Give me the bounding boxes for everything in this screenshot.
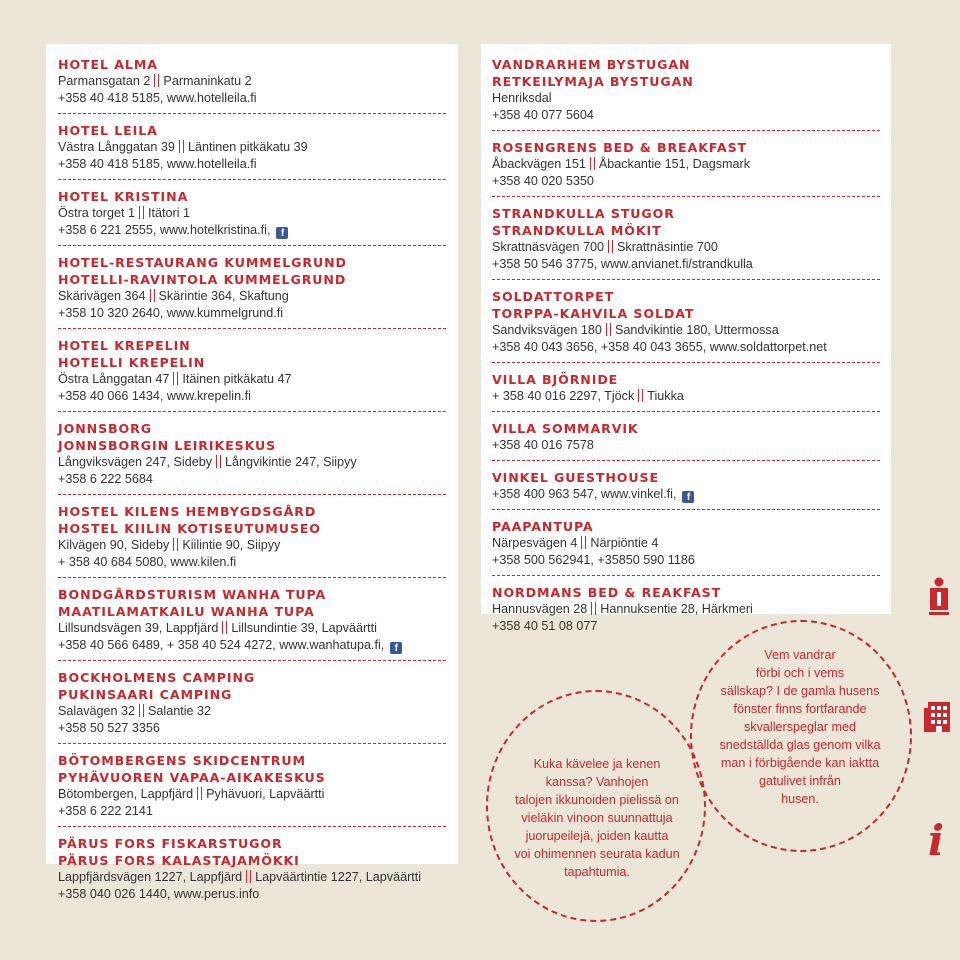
listing-entry [58, 254, 446, 329]
listing-detail [58, 537, 446, 554]
listing-detail [58, 886, 446, 903]
listing-name: HOTEL KRISTINA [58, 189, 189, 204]
separator-bar [222, 621, 227, 634]
listing-detail [58, 471, 446, 488]
listing-name: ROSENGRENS BED & BREAKFAST [492, 140, 748, 155]
facebook-icon: f [682, 491, 694, 503]
listing-text: +358 40 077 5604 [492, 108, 594, 122]
listing-entry [58, 586, 446, 661]
listing-name: PÄRUS FORS KALASTAJAMÖKKI [58, 853, 300, 868]
listing-name: HOTEL LEILA [58, 123, 158, 138]
listing-text: Sandviksvägen 180 [492, 323, 602, 337]
listing-detail [58, 703, 446, 720]
listing-text: Skärivägen 364 [58, 289, 146, 303]
listing-text: Sandvikintie 180, Uttermossa [614, 323, 779, 337]
listing-detail [492, 339, 880, 356]
bubble-line: Vem vandrar [764, 648, 836, 662]
listing-text: Hannusvägen 28 [492, 602, 588, 616]
listing-text: Närpiöntie 4 [590, 536, 659, 550]
listing-name: JONNSBORGIN LEIRIKESKUS [58, 438, 277, 453]
building-icon [924, 700, 952, 734]
separator-bar [591, 602, 596, 615]
listing-name: HOTEL ALMA [58, 57, 158, 72]
separator-bar [581, 536, 586, 549]
listing-detail [492, 256, 880, 273]
listing-text: +358 50 546 3775, www.anvianet.fi/strandkulla [492, 257, 753, 271]
listing-detail [492, 486, 880, 503]
listing-text: Kilvägen 90, Sideby [58, 538, 170, 552]
listing-name: VILLA SOMMARVIK [492, 421, 639, 436]
listing-text: Pyhävuori, Lapväärtti [206, 787, 325, 801]
listing-text: Västra Långgatan 39 [58, 140, 175, 154]
listing-text: Östra Långgatan 47 [58, 372, 170, 386]
listing-entry [492, 518, 880, 576]
listing-text: +358 40 566 6489, + 358 40 524 4272, www.wanhatupa.fi, [58, 638, 385, 652]
listing-text: Lillsundintie 39, Lapväärtti [231, 621, 377, 635]
listing-detail [492, 322, 880, 339]
listing-text: Närpesvägen 4 [492, 536, 578, 550]
listing-name: HOTELLI KREPELIN [58, 355, 206, 370]
listing-detail [492, 107, 880, 124]
listing-name: BONDGÅRDSTURISM WANHA TUPA [58, 587, 327, 602]
separator-bar [216, 455, 221, 468]
listing-entry [58, 188, 446, 246]
separator-bar [179, 140, 184, 153]
listing-name: PYHÄVUOREN VAPAA-AIKAKESKUS [58, 770, 326, 785]
listing-name: PÄRUS FORS FISKARSTUGOR [58, 836, 283, 851]
listing-detail [58, 620, 446, 637]
listing-detail [58, 454, 446, 471]
separator-bar [139, 704, 144, 717]
listing-name: VANDRARHEM BYSTUGAN [492, 57, 691, 72]
listing-detail [58, 90, 446, 107]
listing-text: +358 6 221 2555, www.hotelkristina.fi, [58, 223, 271, 237]
listing-text: +358 400 963 547, www.vinkel.fi, [492, 487, 677, 501]
listing-text: +358 40 016 7578 [492, 438, 594, 452]
listing-text: +358 40 043 3656, +358 40 043 3655, www.soldattorpet.net [492, 340, 827, 354]
listing-detail [58, 288, 446, 305]
listing-name: PAAPANTUPA [492, 519, 594, 534]
separator-bar [139, 206, 144, 219]
listing-text: +358 40 418 5185, www.hotelleila.fi [58, 157, 257, 171]
listing-text: Tiukka [647, 389, 684, 403]
listing-name: VILLA BJÖRNIDE [492, 372, 619, 387]
listing-entry [492, 469, 880, 510]
separator-bar [154, 74, 159, 87]
listing-text: +358 040 026 1440, www.perus.info [58, 887, 260, 901]
listing-detail [492, 388, 880, 405]
listing-entry [58, 56, 446, 114]
bubble-line: sällskap? I de gamla husens [720, 684, 880, 698]
listing-name: BOCKHOLMENS CAMPING [58, 670, 256, 685]
listing-text: Itätori 1 [148, 206, 190, 220]
listing-detail [58, 305, 446, 322]
bubble-line: förbi och i vems [755, 666, 845, 680]
bubble-line: voi ohimennen seurata kadun [514, 847, 680, 861]
listing-entry [492, 56, 880, 131]
listing-detail [58, 156, 446, 173]
listing-text: + 358 40 684 5080, www.kilen.fi [58, 555, 237, 569]
listing-entry [58, 337, 446, 412]
listing-text: Långviksvägen 247, Sideby [58, 455, 213, 469]
listing-name: BÖTOMBERGENS SKIDCENTRUM [58, 753, 306, 768]
listing-text: Hannuksentie 28, Härkmeri [600, 602, 753, 616]
bubble-line: Kuka kävelee ja kenen [533, 757, 661, 771]
listing-text: Lillsundsvägen 39, Lappfjärd [58, 621, 219, 635]
listing-text: Kiilintie 90, Siipyy [182, 538, 281, 552]
listing-detail [58, 222, 446, 239]
listing-entry [492, 420, 880, 461]
separator-bar [590, 157, 595, 170]
separator-bar [150, 289, 155, 302]
listing-text: + 358 40 016 2297, Tjöck [492, 389, 635, 403]
listing-name: HOSTEL KIILIN KOTISEUTUMUSEO [58, 521, 321, 536]
listing-name: MAATILAMATKAILU WANHA TUPA [58, 604, 315, 619]
separator-bar [173, 538, 178, 551]
listing-text: Åbackvägen 151 [492, 157, 586, 171]
separator-bar [246, 870, 251, 883]
listing-text: Bötombergen, Lappfjärd [58, 787, 194, 801]
bubble-line: kanssa? Vanhojen [545, 775, 649, 789]
listing-text: Östra torget 1 [58, 206, 135, 220]
listing-text: +358 40 020 5350 [492, 174, 594, 188]
listing-text: Salavägen 32 [58, 704, 136, 718]
listing-text: Läntinen pitkäkatu 39 [187, 140, 308, 154]
listing-name: JONNSBORG [58, 421, 152, 436]
listing-name: PUKINSAARI CAMPING [58, 687, 233, 702]
listing-text: Lappfjärdsvägen 1227, Lappfjärd [58, 870, 243, 884]
listing-entry [492, 371, 880, 412]
listing-detail [492, 601, 880, 618]
listing-text: +358 40 51 08 077 [492, 619, 598, 633]
listing-text: Parmaninkatu 2 [163, 74, 252, 88]
listing-entry [58, 122, 446, 180]
accommodation-list-right [481, 44, 891, 633]
separator-bar [197, 787, 202, 800]
listing-text: Åbackantie 151, Dagsmark [598, 157, 751, 171]
bubble-line: man i förbigående kan iaktta [720, 756, 880, 770]
listing-name: HOTEL KREPELIN [58, 338, 191, 353]
listing-name: STRANDKULLA STUGOR [492, 206, 675, 221]
listing-detail [58, 205, 446, 222]
listing-name: NORDMANS BED & REAKFAST [492, 585, 722, 600]
separator-bar [608, 240, 613, 253]
listing-name: TORPPA-KAHVILA SOLDAT [492, 306, 695, 321]
listing-detail [492, 90, 880, 107]
separator-bar [638, 389, 643, 402]
listing-detail [492, 437, 880, 454]
listing-detail [58, 371, 446, 388]
listing-entry [492, 139, 880, 197]
listing-text: +358 500 562941, +35850 590 1186 [492, 553, 695, 567]
listing-detail [58, 720, 446, 737]
listing-name: STRANDKULLA MÖKIT [492, 223, 662, 238]
listing-text: Långvikintie 247, Siipyy [225, 455, 357, 469]
bubble-line: juorupeilejä, joiden kautta [525, 829, 669, 843]
listing-detail [58, 139, 446, 156]
listing-text: Skärintie 364, Skaftung [158, 289, 289, 303]
bubble-line: husen. [781, 792, 819, 806]
bubble-line: skvallerspeglar med [744, 720, 856, 734]
listing-text: Salantie 32 [148, 704, 212, 718]
bubble-line: gatulivet infrån [759, 774, 841, 788]
listing-detail [492, 535, 880, 552]
listing-name: SOLDATTORPET [492, 289, 615, 304]
listing-text: +358 40 066 1434, www.krepelin.fi [58, 389, 251, 403]
listing-detail [58, 73, 446, 90]
listing-detail [58, 869, 446, 886]
listing-detail [58, 803, 446, 820]
bubble-line: snedställda glas genom vilka [719, 738, 881, 752]
listing-entry [58, 669, 446, 744]
listing-text: Lapväärtintie 1227, Lapväärtti [255, 870, 422, 884]
listing-detail [492, 156, 880, 173]
listing-text: Parmansgatan 2 [58, 74, 151, 88]
bubble-text-swedish [700, 646, 900, 808]
facebook-icon: f [390, 642, 402, 654]
separator-bar [606, 323, 611, 336]
listing-entry [492, 288, 880, 363]
listing-detail [58, 554, 446, 571]
bubble-line: tapahtumia. [564, 865, 630, 879]
facebook-icon: f [276, 227, 288, 239]
listing-text: +358 6 222 2141 [58, 804, 153, 818]
person-icon [928, 576, 950, 616]
listing-entry [58, 835, 446, 909]
bubble-line: fönster finns fortfarande [733, 702, 867, 716]
listing-name: HOSTEL KILENS HEMBYGDSGÅRD [58, 504, 317, 519]
listing-entry [492, 205, 880, 280]
listing-text: Skrattnäsintie 700 [617, 240, 718, 254]
bubble-line: talojen ikkunoiden pielissä on [515, 793, 679, 807]
listing-detail [58, 637, 446, 654]
listing-name: RETKEILYMAJA BYSTUGAN [492, 74, 694, 89]
listing-detail [492, 552, 880, 569]
listing-detail [492, 239, 880, 256]
bubble-text-finnish [492, 755, 702, 881]
listing-detail [492, 173, 880, 190]
listing-detail [58, 388, 446, 405]
listing-text: +358 10 320 2640, www.kummelgrund.fi [58, 306, 284, 320]
separator-bar [173, 372, 178, 385]
listing-text: Itäinen pitkäkatu 47 [182, 372, 292, 386]
listing-entry [58, 752, 446, 827]
listing-name: VINKEL GUESTHOUSE [492, 470, 660, 485]
listing-entry [58, 420, 446, 495]
listing-text: +358 40 418 5185, www.hotelleila.fi [58, 91, 257, 105]
listing-entry [58, 503, 446, 578]
bubble-line: vieläkin vinoon suunnattuja [521, 811, 673, 825]
listing-text: +358 50 527 3356 [58, 721, 160, 735]
info-icon: i [928, 816, 944, 865]
listing-text: Henriksdal [492, 91, 552, 105]
listing-text: Skrattnäsvägen 700 [492, 240, 605, 254]
listing-text: +358 6 222 5684 [58, 472, 153, 486]
listing-name: HOTEL-RESTAURANG KUMMELGRUND [58, 255, 347, 270]
accommodation-list-left [46, 44, 458, 901]
listing-detail [58, 786, 446, 803]
listing-name: HOTELLI-RAVINTOLA KUMMELGRUND [58, 272, 347, 287]
